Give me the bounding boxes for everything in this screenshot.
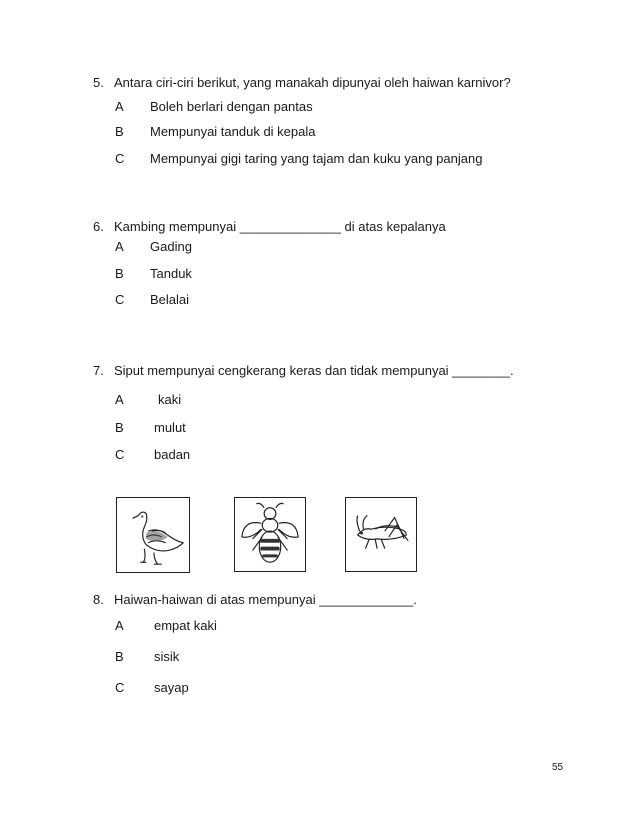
question-6-number: 6.: [93, 219, 104, 234]
q8-option-a-letter: A: [115, 618, 124, 633]
q7-option-b-letter: B: [115, 420, 124, 435]
question-5-text: Antara ciri-ciri berikut, yang manakah dipunyai oleh haiwan karnivor?: [114, 75, 511, 90]
q8-option-c-letter: C: [115, 680, 125, 695]
grasshopper-icon: [346, 498, 416, 571]
q6-option-a-text: Gading: [150, 239, 192, 254]
q8-option-c-text: sayap: [154, 680, 189, 695]
q7-option-c-text: badan: [154, 447, 191, 462]
q7-option-a-text: kaki: [158, 392, 182, 407]
q8-option-a-text: empat kaki: [154, 618, 217, 633]
q6-option-c-letter: C: [115, 292, 125, 307]
q5-option-a-letter: A: [115, 99, 124, 114]
q5-option-a-text: Boleh berlari dengan pantas: [150, 99, 313, 114]
question-7-text: Siput mempunyai cengkerang keras dan tidak mempunyai ________.: [114, 363, 514, 378]
bee-picture: [234, 497, 306, 572]
question-8-number: 8.: [93, 592, 104, 607]
goose-picture: [116, 497, 190, 573]
q6-option-b-letter: B: [115, 266, 124, 281]
question-8-text: Haiwan-haiwan di atas mempunyai _____________.: [114, 592, 417, 607]
q8-option-b-text: sisik: [154, 649, 180, 664]
q5-option-b-letter: B: [115, 124, 124, 139]
q6-option-a-letter: A: [115, 239, 124, 254]
q6-option-b-text: Tanduk: [150, 266, 192, 281]
page-number: 55: [552, 762, 564, 773]
q7-option-a-letter: A: [115, 392, 124, 407]
q5-option-b-text: Mempunyai tanduk di kepala: [150, 124, 316, 139]
q7-option-c-letter: C: [115, 447, 125, 462]
question-7-number: 7.: [93, 363, 104, 378]
grasshopper-picture: [345, 497, 417, 572]
q6-option-c-text: Belalai: [150, 292, 190, 307]
q7-option-b-text: mulut: [154, 420, 186, 435]
q5-option-c-text: Mempunyai gigi taring yang tajam dan kuku yang panjang: [150, 151, 483, 166]
goose-icon: [117, 498, 189, 572]
question-5-number: 5.: [93, 75, 104, 90]
q5-option-c-letter: C: [115, 151, 125, 166]
question-6-text: Kambing mempunyai ______________ di atas kepalanya: [114, 219, 446, 234]
bee-icon: [235, 498, 305, 571]
q8-option-b-letter: B: [115, 649, 124, 664]
